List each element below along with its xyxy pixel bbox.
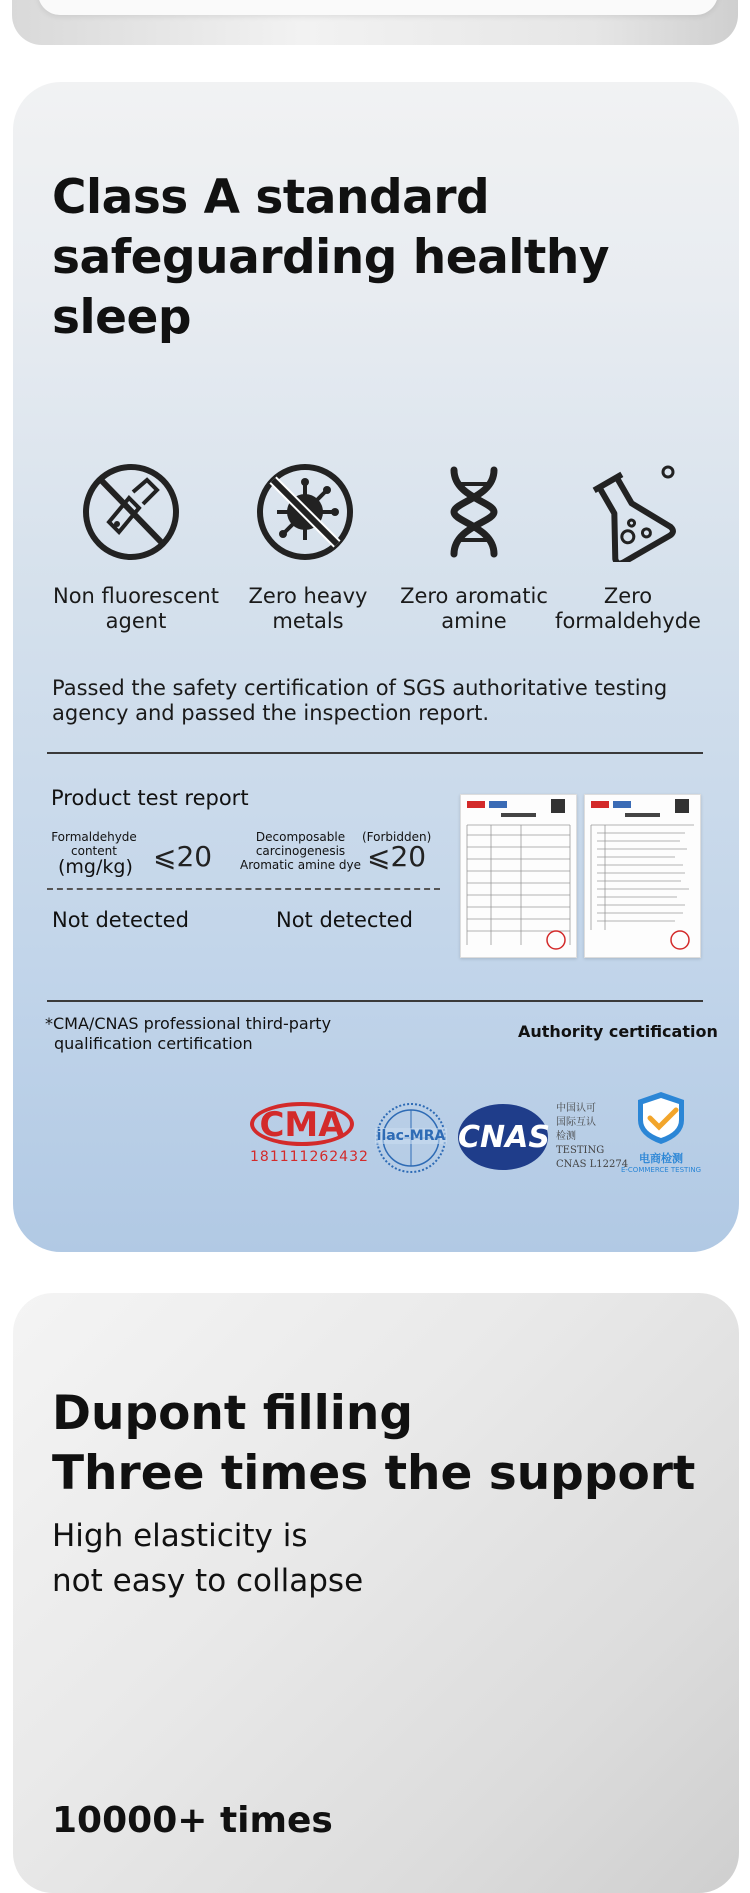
- feature-label-non-fluorescent: [51, 584, 221, 634]
- amine-limit: ⩽20: [367, 840, 427, 873]
- ilac-logo-text: ilac-MRA: [376, 1128, 446, 1144]
- no-fluorescent-icon: [81, 462, 181, 562]
- no-heavy-metal-icon: [255, 462, 355, 562]
- cnas-text-line: TESTING: [556, 1145, 605, 1156]
- title-line-1: Class A standard: [52, 170, 490, 225]
- safety-section-title: [52, 168, 702, 348]
- feature-label-line: agent: [105, 609, 167, 633]
- certification-text: [52, 676, 672, 726]
- certification-line: agency and passed the inspection report.: [52, 701, 490, 725]
- authority-certification-label: Authority certification: [518, 1022, 718, 1041]
- cma-logo-text: CMA: [259, 1105, 345, 1145]
- footnote-line: *CMA/CNAS professional third-party: [45, 1014, 332, 1033]
- formaldehyde-label-line: content: [71, 844, 117, 858]
- dupont-subtitle-line: High elasticity is: [52, 1518, 308, 1554]
- formaldehyde-label: [47, 830, 141, 858]
- test-report-document-1: [460, 794, 577, 958]
- cma-logo-number: 181111262432: [250, 1149, 369, 1165]
- flask-icon: [578, 462, 678, 562]
- dna-icon: [424, 462, 524, 562]
- feature-label-heavy-metals: [223, 584, 393, 634]
- ecommerce-logo-cn: 电商检测: [639, 1152, 683, 1165]
- formaldehyde-limit: ⩽20: [153, 840, 213, 873]
- certification-line: Passed the safety certification of SGS authoritative testing: [52, 676, 668, 700]
- dashed-divider: [47, 888, 440, 890]
- dupont-title-line: Three times the support: [52, 1446, 696, 1501]
- cma-logo: [250, 1102, 369, 1174]
- cnas-logo-text: CNAS: [458, 1120, 550, 1155]
- divider: [47, 1000, 703, 1002]
- dupont-partial-heading: 10000+ times: [52, 1800, 333, 1841]
- feature-label-aromatic-amine: [389, 584, 559, 634]
- amine-forbidden-note: (Forbidden): [362, 830, 432, 844]
- amine-label-line: carcinogenesis: [255, 844, 346, 858]
- amine-label-line: Decomposable: [255, 830, 346, 844]
- feature-label-line: Zero heavy: [248, 584, 368, 608]
- footnote: [45, 1014, 331, 1054]
- report-title: Product test report: [51, 786, 249, 810]
- footnote-line: qualification certification: [54, 1034, 253, 1053]
- cnas-text-line: 中国认可: [556, 1103, 596, 1114]
- amine-label-line: Aromatic amine dye: [240, 858, 361, 872]
- dupont-subtitle-line: not easy to collapse: [52, 1563, 364, 1599]
- ilac-mra-logo: [375, 1102, 447, 1174]
- feature-label-line: formaldehyde: [555, 609, 701, 633]
- dupont-title-line: Dupont filling: [52, 1386, 413, 1441]
- amine-label: [238, 830, 363, 872]
- feature-label-line: Zero aromatic: [400, 584, 548, 608]
- previous-section-inner-panel: [38, 0, 718, 15]
- feature-label-line: metals: [272, 609, 344, 633]
- test-report-document-2: [584, 794, 701, 958]
- cnas-text-line: 检测: [556, 1131, 576, 1142]
- ecommerce-logo-en: E-COMMERCE TESTING: [620, 1166, 702, 1174]
- feature-label-formaldehyde: [543, 584, 713, 634]
- divider: [47, 752, 703, 754]
- dupont-section-title: [52, 1384, 732, 1504]
- amine-result: Not detected: [276, 908, 413, 932]
- feature-label-line: Zero: [603, 584, 653, 608]
- title-line-2: safeguarding healthy sleep: [52, 230, 609, 345]
- feature-label-line: Non fluorescent: [53, 584, 219, 608]
- cnas-text-line: CNAS L12274: [556, 1159, 629, 1170]
- ecommerce-testing-logo: [618, 1090, 704, 1174]
- shield-check-icon: [618, 1090, 704, 1146]
- feature-label-line: amine: [441, 609, 507, 633]
- cnas-text-line: 国际互认: [556, 1117, 596, 1128]
- cnas-logo: [458, 1104, 548, 1170]
- formaldehyde-label-line: Formaldehyde: [51, 830, 137, 844]
- dupont-subtitle: [52, 1514, 552, 1604]
- formaldehyde-result: Not detected: [52, 908, 189, 932]
- formaldehyde-unit: (mg/kg): [58, 856, 133, 878]
